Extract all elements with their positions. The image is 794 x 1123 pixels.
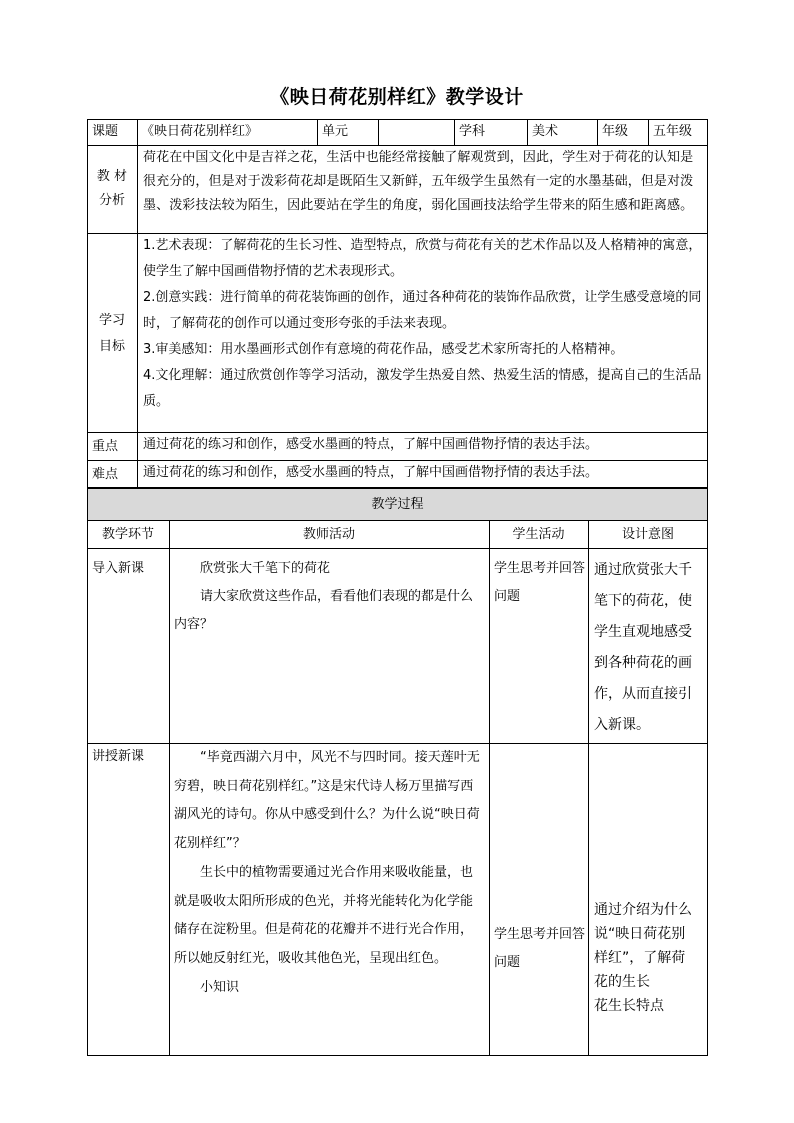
analysis-label — [87, 165, 137, 215]
goal-item: 1.艺术表现：了解荷花的生长习性、造型特点，欣赏与荷花有关的艺术作品以及人格精神的寓意，使学生了解中国画借物抒情的艺术表现形式。 — [143, 238, 702, 279]
teacher-activity-new-lesson — [174, 744, 485, 1002]
course-value: 《映日荷花别样红》 — [141, 124, 259, 139]
column-header-student: 学生活动 — [512, 527, 565, 542]
document-title: 《映日荷花别样红》教学设计 — [270, 86, 524, 108]
teacher-paragraph: 欣赏张大千笔下的荷花 — [200, 561, 331, 576]
column-header-teacher: 教师活动 — [302, 527, 355, 542]
stage-new-lesson: 讲授新课 — [92, 749, 145, 764]
teacher-activity-intro — [174, 555, 485, 639]
grade-label: 年级 — [602, 124, 629, 139]
difficult-point-label: 难点 — [92, 467, 119, 482]
goal-item: 3.审美感知：用水墨画形式创作有意境的荷花作品，感受艺术家所寄托的人格精神。 — [143, 342, 624, 357]
intent-line: 样红”，了解荷 — [594, 950, 686, 966]
goal-item: 2.创意实践：进行简单的荷花装饰画的创作，通过各种荷花的装饰作品欣赏，让学生感受意境的同时，了解荷花的创作可以通过变形夸张的手法来表现。 — [143, 290, 702, 331]
intent-line: 通过介绍为什么 — [594, 902, 692, 918]
analysis-label-line1: 教 材 — [96, 169, 128, 184]
teacher-paragraph: 生长中的植物需要通过光合作用来吸收能量，也就是吸收太阳所形成的色光，并将光能转化为化学能储存在淀粉里。但是荷花的花瓣并不进行光合作用，所以她反射红光，吸收其他色光，呈现出红色。 — [174, 864, 474, 966]
process-header-text: 教学过程 — [371, 497, 424, 512]
goals-label-line1: 学习 — [98, 313, 125, 328]
analysis-text: 荷花在中国文化中是吉祥之花，生活中也能经常接触了解观赏到，因此，学生对于荷花的认知是很充分的，但是对于泼彩荷花却是既陌生又新鲜，五年级学生虽然有一定的水墨基础，但是对泼墨、泼彩技法较为陌生，因此要站在学生的角度，弱化国画技法给学生带来的陌生感和距离感。 — [143, 150, 694, 213]
grade-value: 五年级 — [653, 124, 693, 139]
key-point-text: 通过荷花的练习和创作，感受水墨画的特点，了解中国画借物抒情的表达手法。 — [143, 437, 599, 452]
stage-intro: 导入新课 — [92, 561, 145, 576]
goals-list — [143, 233, 704, 431]
subject-label: 学科 — [459, 124, 486, 139]
teacher-paragraph: “毕竟西湖六月中，风光不与四时同。接天莲叶无穷碧，映日荷花别样红。”这是宋代诗人杨万里描写西湖风光的诗句。你从中感受到什么？为什么说“映日荷花别样红”？ — [174, 750, 480, 852]
column-header-stage: 教学环节 — [101, 527, 154, 542]
intent-line: 花生长特点 — [594, 998, 664, 1014]
key-point-label: 重点 — [92, 439, 119, 454]
teacher-paragraph: 小知识 — [200, 979, 240, 995]
teacher-paragraph: 请大家欣赏这些作品，看看他们表现的都是什么内容？ — [174, 589, 474, 632]
student-activity-new-lesson: 学生思考并回答问题 — [494, 927, 586, 970]
difficult-point-text: 通过荷花的练习和创作，感受水墨画的特点，了解中国画借物抒情的表达手法。 — [143, 465, 599, 480]
intent-line: 花的生长 — [594, 974, 650, 990]
course-label: 课题 — [92, 124, 119, 139]
column-header-intent: 设计意图 — [621, 527, 674, 542]
student-activity-intro: 学生思考并回答问题 — [494, 561, 586, 604]
subject-value: 美术 — [532, 124, 559, 139]
design-intent-intro: 通过欣赏张大千笔下的荷花，使学生直观地感受到各种荷花的画作，从而直接引入新课。 — [594, 562, 692, 733]
design-intent-new-lesson — [594, 898, 706, 1018]
goals-label — [87, 308, 137, 360]
goal-item: 4.文化理解：通过欣赏创作等学习活动，激发学生热爱自然、热爱生活的情感，提高自己的生活品质。 — [143, 368, 702, 409]
unit-label: 单元 — [322, 124, 349, 139]
unit-value — [382, 119, 454, 145]
goals-label-line2: 目标 — [98, 339, 125, 354]
intent-line: 说“映日荷花别 — [594, 926, 686, 942]
analysis-label-line2: 分析 — [98, 193, 125, 208]
